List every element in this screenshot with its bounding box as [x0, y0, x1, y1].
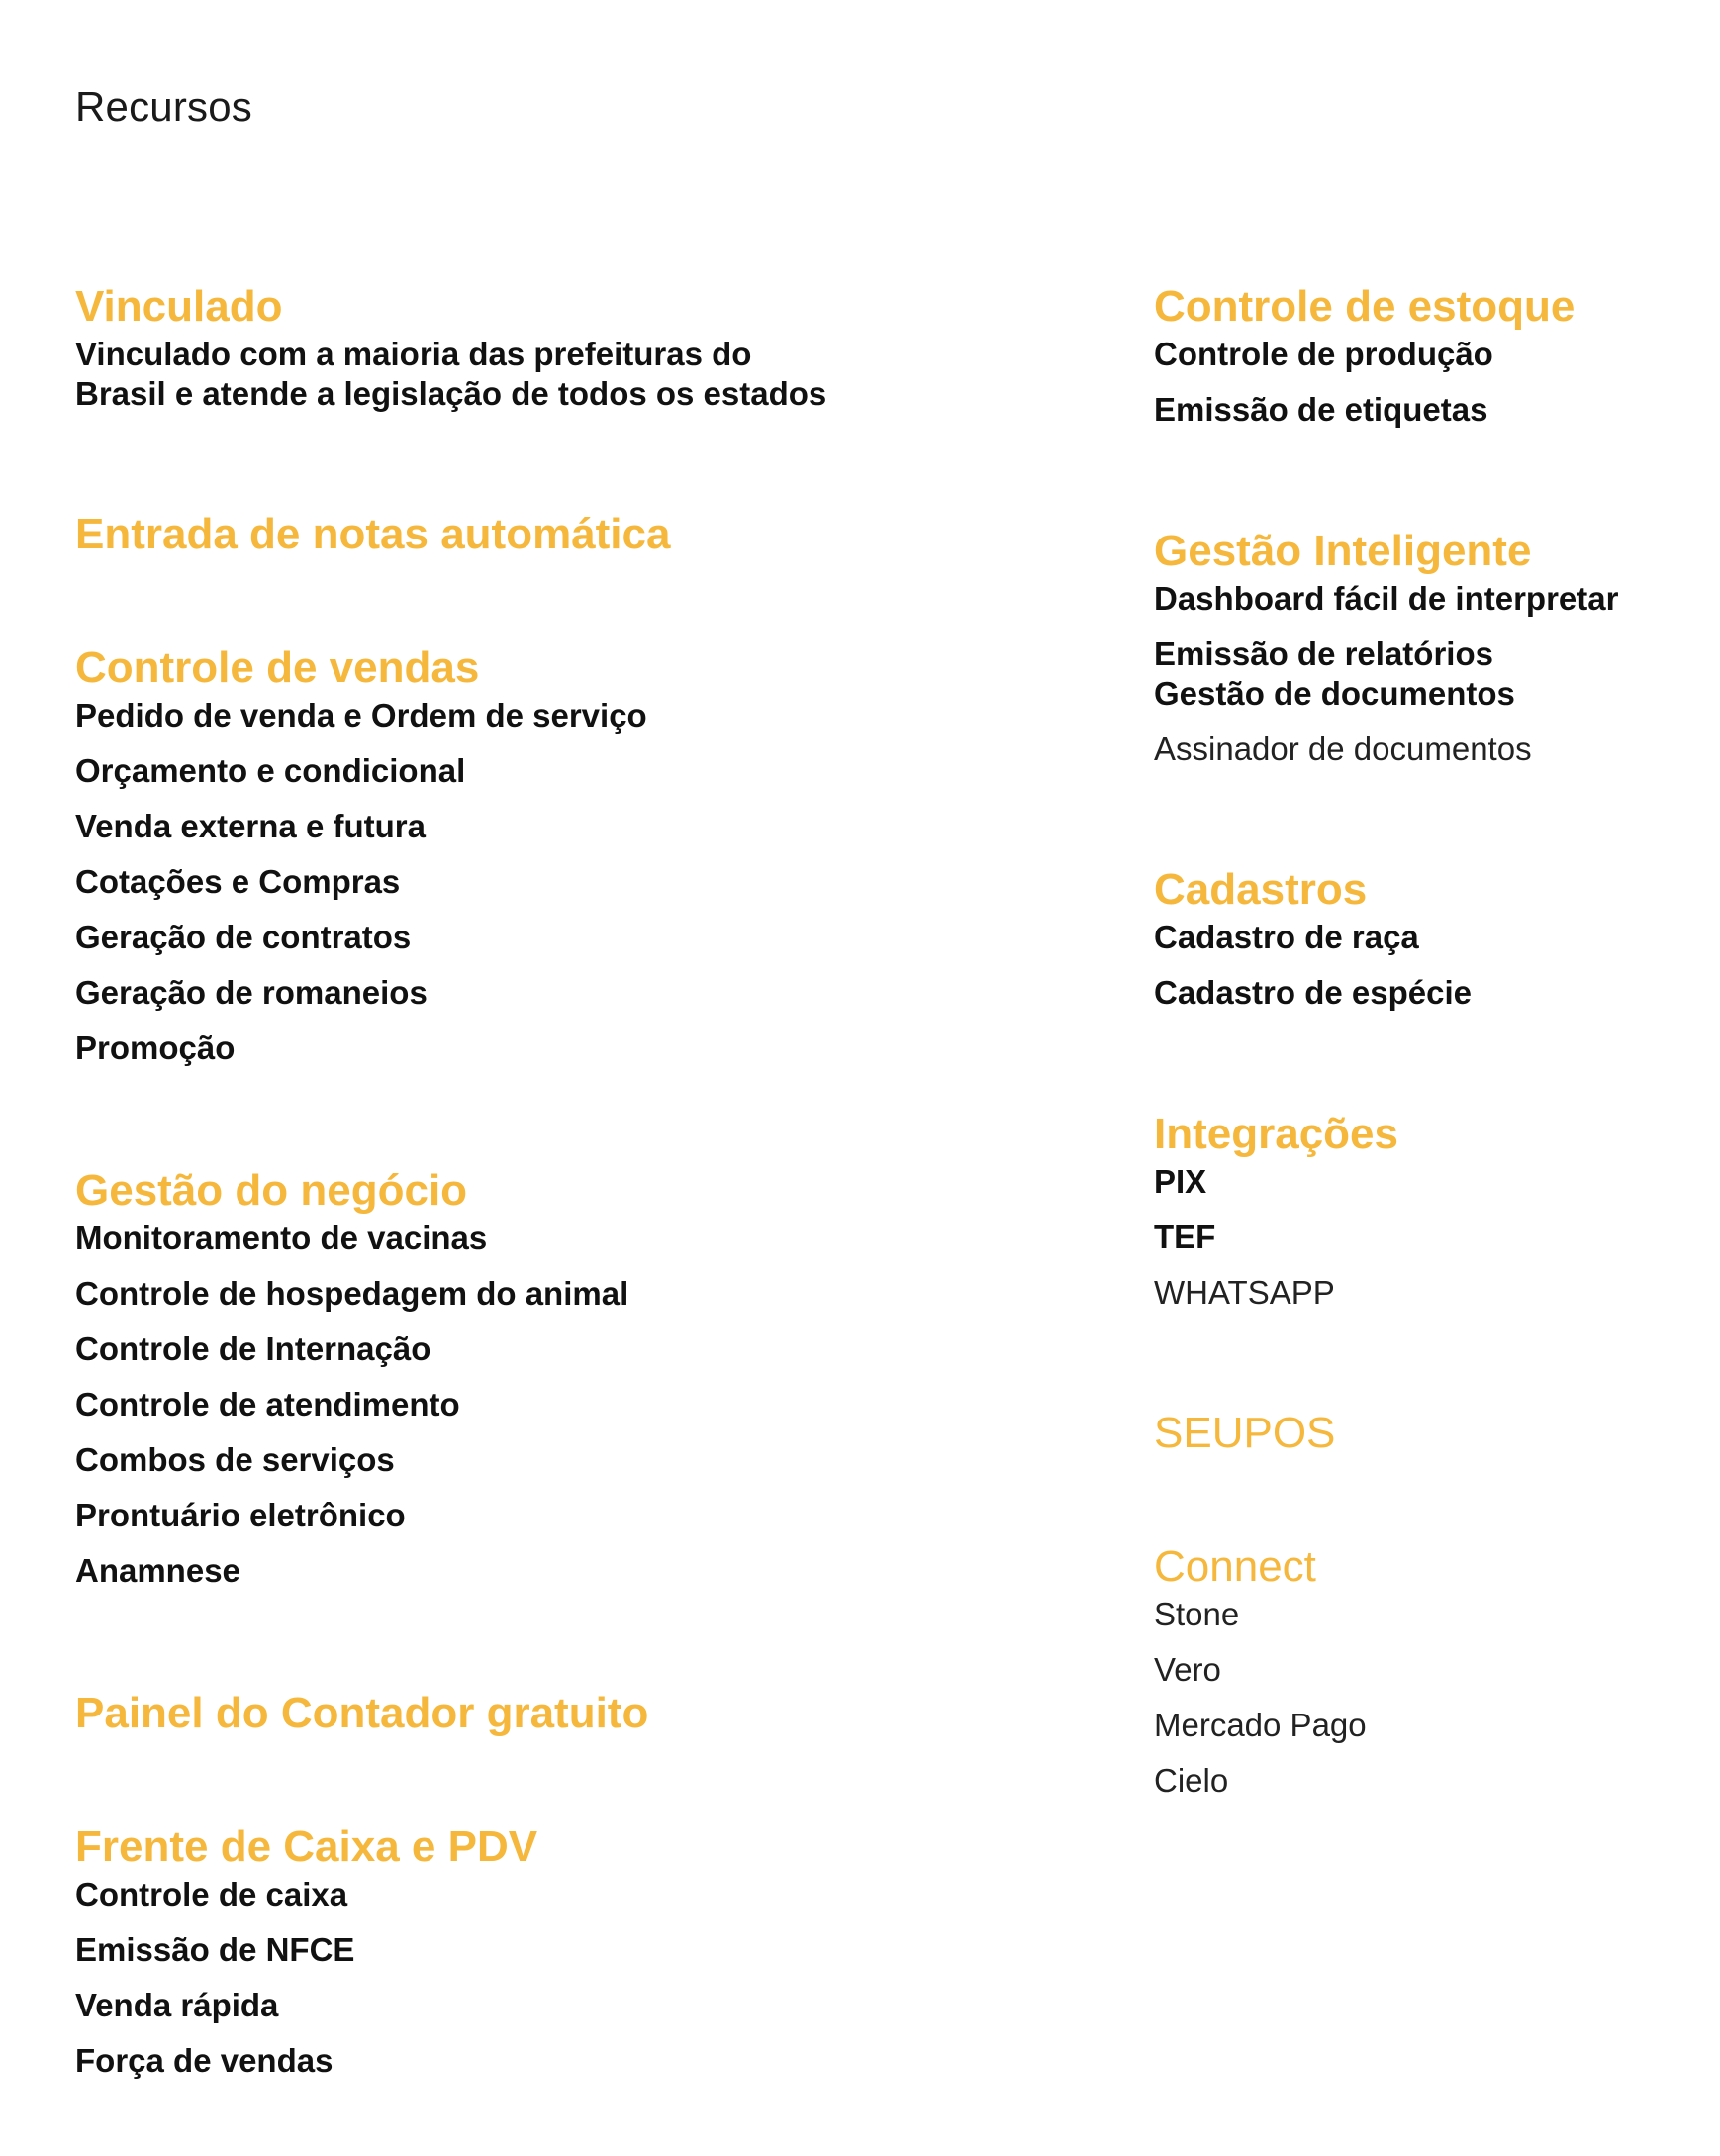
section-items: [1154, 918, 1708, 1029]
list-item: Gestão de documentos: [1154, 675, 1515, 712]
section-title: Gestão do negócio: [75, 1166, 468, 1215]
section-items: [75, 1219, 1065, 1607]
list-item: Força de vendas: [75, 2042, 334, 2079]
list-item: Controle de atendimento: [75, 1386, 460, 1422]
section-cadastros: [1154, 862, 1708, 1029]
section-title: Painel do Contador gratuito: [75, 1689, 649, 1737]
list-item: Cielo: [1154, 1762, 1229, 1799]
section-gestao-do-negocio: [75, 1163, 1065, 1607]
section-seupos: [1154, 1406, 1708, 1461]
section-entrada-de-notas: [75, 507, 1065, 562]
list-item: Promoção: [75, 1029, 236, 1066]
list-item-line: Vinculado com a maioria das prefeituras do: [75, 336, 752, 372]
section-connect: [1154, 1539, 1708, 1816]
section-title: SEUPOS: [1154, 1409, 1336, 1457]
list-item: Dashboard fácil de interpretar: [1154, 580, 1619, 617]
list-item-line: Brasil e atende a legislação de todos os estados: [75, 375, 827, 412]
section-title: Controle de estoque: [1154, 282, 1576, 331]
section-items: [1154, 579, 1708, 785]
list-item: WHATSAPP: [1154, 1274, 1335, 1311]
list-item: Controle de caixa: [75, 1876, 348, 1912]
section-title: Connect: [1154, 1542, 1316, 1591]
list-item: Mercado Pago: [1154, 1707, 1367, 1743]
list-item: PIX: [1154, 1163, 1207, 1200]
section-items: [1154, 1162, 1708, 1328]
list-item: Emissão de relatórios: [1154, 636, 1493, 672]
section-title: Gestão Inteligente: [1154, 527, 1532, 575]
section-title: Entrada de notas automática: [75, 510, 671, 558]
list-item: Emissão de NFCE: [75, 1931, 355, 1968]
list-item: Prontuário eletrônico: [75, 1497, 406, 1533]
section-frente-de-caixa: [75, 1819, 1065, 2097]
section-title: Vinculado: [75, 282, 283, 331]
section-items: [75, 335, 1065, 414]
section-items: [75, 696, 1065, 1084]
section-items: [75, 1875, 1065, 2097]
section-items: [1154, 1595, 1708, 1816]
list-item: Cadastro de espécie: [1154, 974, 1472, 1011]
list-item: Assinador de documentos: [1154, 731, 1532, 767]
list-item: [75, 335, 1065, 414]
list-item: Controle de hospedagem do animal: [75, 1275, 629, 1312]
section-title: Integrações: [1154, 1110, 1398, 1158]
section-integracoes: [1154, 1107, 1708, 1328]
list-item: Controle de Internação: [75, 1330, 431, 1367]
section-controle-de-estoque: [1154, 279, 1708, 445]
list-item: Emissão de etiquetas: [1154, 391, 1488, 428]
section-items: [1154, 335, 1708, 445]
section-gestao-inteligente: [1154, 524, 1708, 785]
list-item: Geração de romaneios: [75, 974, 428, 1011]
list-item: Controle de produção: [1154, 336, 1493, 372]
section-painel-do-contador: [75, 1686, 1065, 1741]
list-item: Cotações e Compras: [75, 863, 401, 900]
list-item: Combos de serviços: [75, 1441, 395, 1478]
list-item: Monitoramento de vacinas: [75, 1220, 488, 1256]
list-item: TEF: [1154, 1219, 1216, 1255]
list-item: Vero: [1154, 1651, 1221, 1688]
list-item: Orçamento e condicional: [75, 752, 466, 789]
section-title: Frente de Caixa e PDV: [75, 1822, 538, 1871]
list-item: Stone: [1154, 1596, 1240, 1632]
list-item: Venda externa e futura: [75, 808, 426, 844]
list-item: Anamnese: [75, 1552, 240, 1589]
section-title: Cadastros: [1154, 865, 1368, 914]
page-title: Recursos: [75, 83, 252, 130]
list-item: Geração de contratos: [75, 919, 412, 955]
section-vinculado: [75, 279, 1065, 414]
section-controle-de-vendas: [75, 640, 1065, 1084]
list-item: Pedido de venda e Ordem de serviço: [75, 697, 647, 734]
section-title: Controle de vendas: [75, 643, 480, 692]
list-item: Cadastro de raça: [1154, 919, 1419, 955]
list-item: Venda rápida: [75, 1987, 279, 2023]
